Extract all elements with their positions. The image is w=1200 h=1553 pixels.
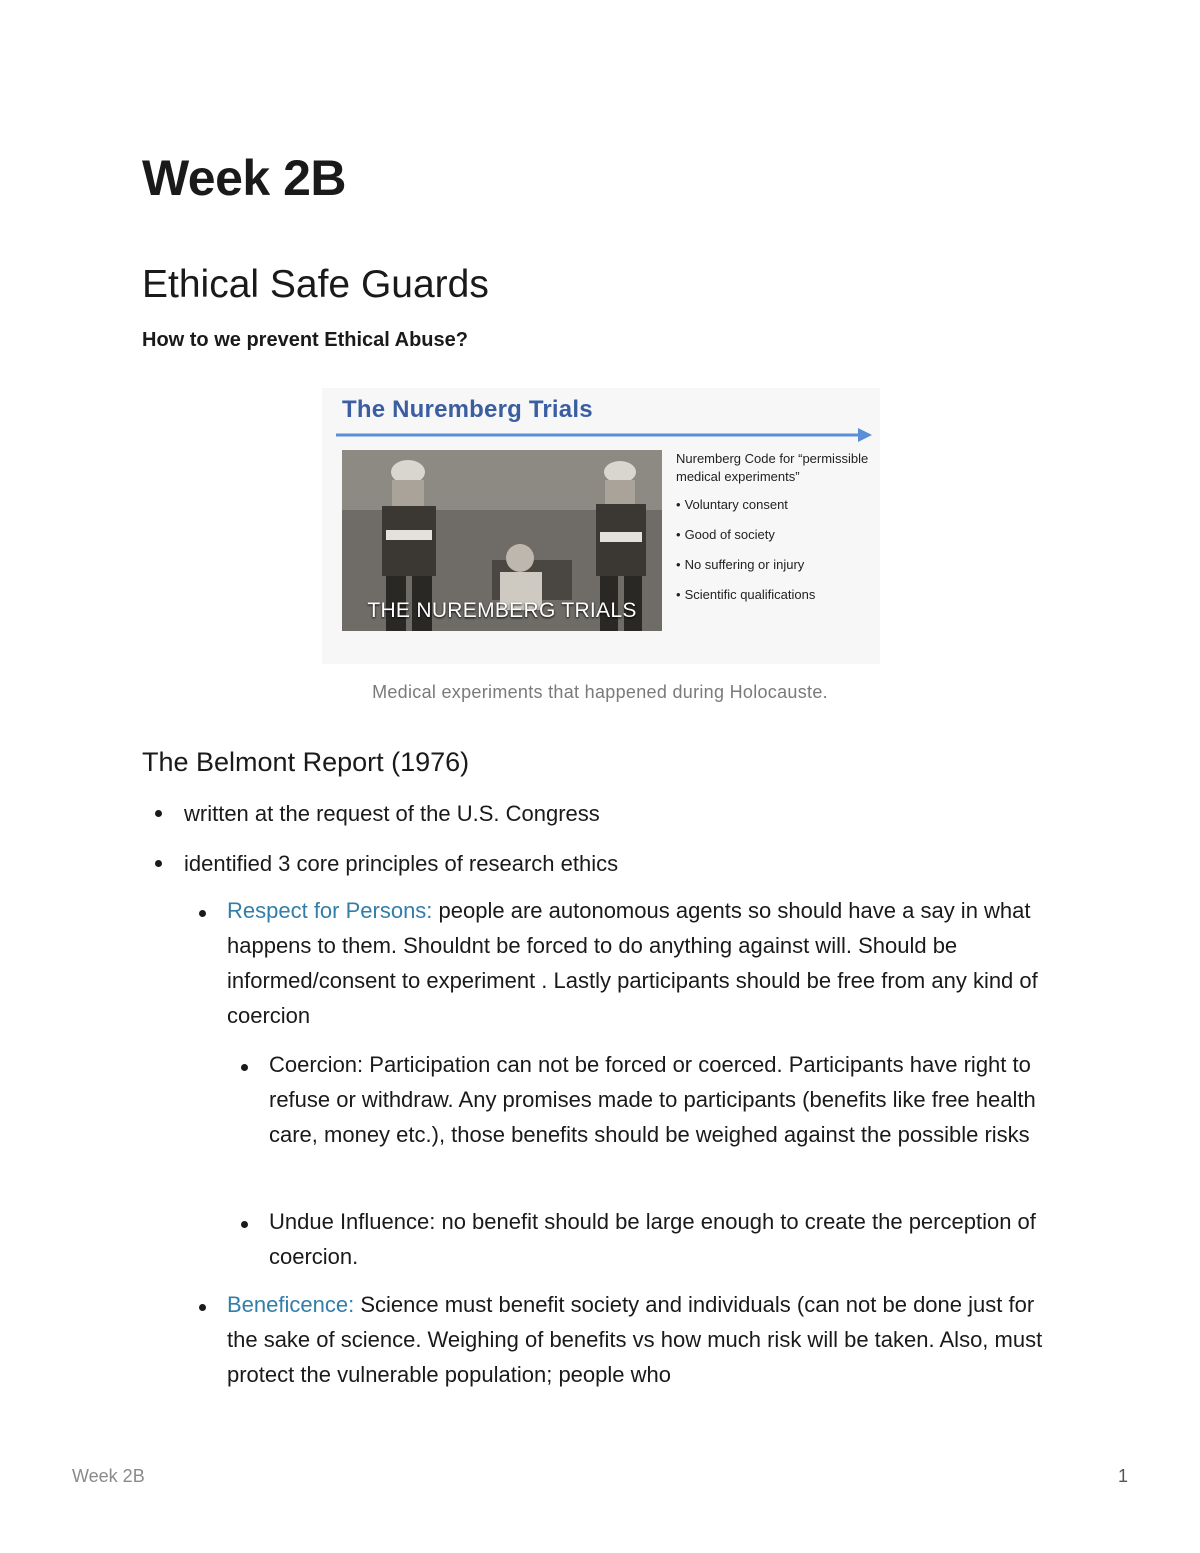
list-item: • Voluntary consent [676, 497, 788, 512]
term-beneficence: Beneficence: [227, 1292, 355, 1317]
page-title: Week 2B [142, 150, 347, 206]
nuremberg-code-title: Nuremberg Code for “permissible medical experiments” [676, 451, 869, 484]
bullet-icon [199, 910, 206, 917]
figure-heading: The Nuremberg Trials [342, 396, 593, 423]
list-item: • No suffering or injury [676, 557, 805, 572]
figure-caption: Medical experiments that happened during Holocauste. [372, 682, 828, 702]
page-number: 1 [1117, 1466, 1128, 1486]
bullet-icon [155, 810, 162, 817]
principle-beneficence: Beneficence: Science must benefit society and individuals (can not be done just for the sake of science. Weighing of benefits vs how much risk will be taken. Also, must protect the vulnerable population; people who [227, 1292, 1043, 1387]
section-heading: Ethical Safe Guards [142, 263, 489, 306]
list-item: • Good of society [676, 527, 775, 542]
question-text: How to we prevent Ethical Abuse? [142, 329, 468, 351]
list-item: identified 3 core principles of research ethics [184, 851, 619, 876]
bullet-icon [241, 1064, 248, 1071]
footer-label: Week 2B [72, 1466, 145, 1486]
trial-photo [342, 450, 662, 631]
list-item: written at the request of the U.S. Congress [184, 801, 600, 826]
list-item: • Scientific qualifications [676, 587, 816, 602]
nuremberg-code-list [676, 496, 876, 604]
timeline-arrow-icon [336, 428, 872, 442]
principle-respect: Respect for Persons: people are autonomous agents so should have a say in what happens to them. Shouldnt be forced to do anything against will. Should be informed/consent to experiment . Lastly participants should be free from any kind of coercion [227, 898, 1038, 1028]
term-respect: Respect for Persons: [227, 898, 433, 923]
belmont-heading: The Belmont Report (1976) [142, 747, 470, 777]
nuremberg-figure [322, 388, 880, 664]
bullet-icon [155, 860, 162, 867]
list-item: Undue Influence: no benefit should be large enough to create the perception of coercion. [269, 1209, 1036, 1269]
list-item: Coercion: Participation can not be forced or coerced. Participants have right to refuse or withdraw. Any promises made to participants (benefits like free health care, money etc.), those benefits should be weighed against the possible risks [269, 1052, 1036, 1147]
photo-caption: THE NUREMBERG TRIALS [367, 599, 637, 622]
bullet-icon [199, 1304, 206, 1311]
bullet-icon [241, 1221, 248, 1228]
nuremberg-code-box [676, 450, 876, 616]
